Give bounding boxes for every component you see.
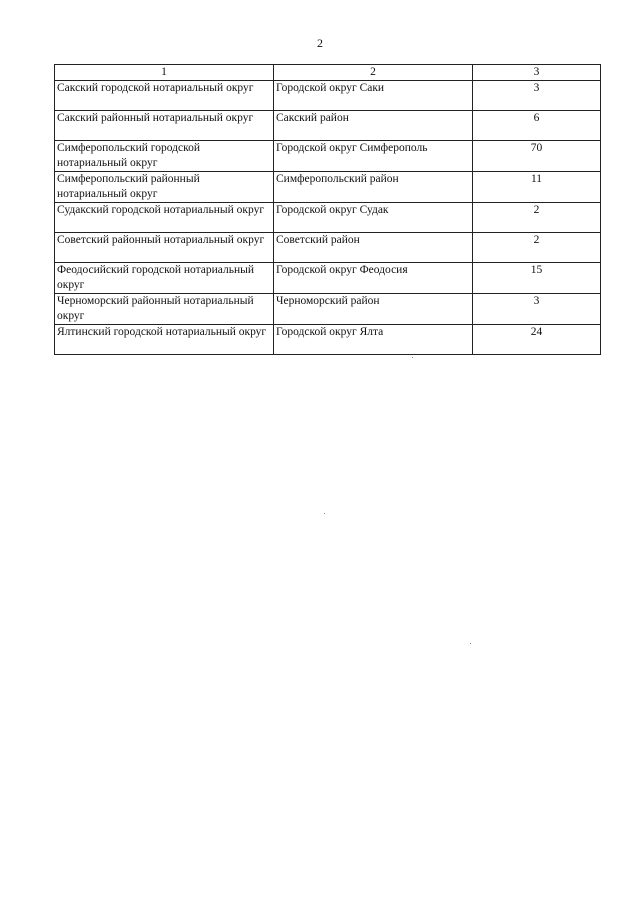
count-cell: 70 bbox=[473, 141, 601, 172]
scan-speck bbox=[470, 643, 471, 644]
count-cell: 2 bbox=[473, 233, 601, 263]
territory-cell: Городской округ Судак bbox=[274, 203, 473, 233]
table-header-row bbox=[55, 65, 601, 81]
page-number: 2 bbox=[317, 36, 323, 50]
column-header-2: 2 bbox=[274, 65, 473, 81]
territory-cell: Городской округ Симферополь bbox=[274, 141, 473, 172]
count-cell: 11 bbox=[473, 172, 601, 203]
scan-speck bbox=[412, 357, 413, 358]
territory-cell: Сакский район bbox=[274, 111, 473, 141]
district-cell: Черноморский районный нотариальный округ bbox=[55, 294, 274, 325]
count-cell: 6 bbox=[473, 111, 601, 141]
column-header-1: 1 bbox=[55, 65, 274, 81]
territory-cell: Симферопольский район bbox=[274, 172, 473, 203]
count-cell: 15 bbox=[473, 263, 601, 294]
table-row bbox=[55, 325, 601, 355]
district-cell: Судакский городской нотариальный округ bbox=[55, 203, 274, 233]
count-cell: 24 bbox=[473, 325, 601, 355]
table-row bbox=[55, 294, 601, 325]
table-row bbox=[55, 263, 601, 294]
table-row bbox=[55, 172, 601, 203]
table-row bbox=[55, 141, 601, 172]
table-row bbox=[55, 111, 601, 141]
count-cell: 3 bbox=[473, 81, 601, 111]
notary-district-table bbox=[54, 64, 601, 355]
territory-cell: Городской округ Феодосия bbox=[274, 263, 473, 294]
district-cell: Ялтинский городской нотариальный округ bbox=[55, 325, 274, 355]
table-row bbox=[55, 233, 601, 263]
table-row bbox=[55, 81, 601, 111]
table-row bbox=[55, 203, 601, 233]
count-cell: 3 bbox=[473, 294, 601, 325]
district-cell: Симферопольский районный нотариальный округ bbox=[55, 172, 274, 203]
territory-cell: Городской округ Ялта bbox=[274, 325, 473, 355]
territory-cell: Городской округ Саки bbox=[274, 81, 473, 111]
district-cell: Советский районный нотариальный округ bbox=[55, 233, 274, 263]
district-cell: Сакский районный нотариальный округ bbox=[55, 111, 274, 141]
column-header-3: 3 bbox=[473, 65, 601, 81]
district-cell: Симферопольский городской нотариальный округ bbox=[55, 141, 274, 172]
scan-speck bbox=[324, 513, 325, 514]
territory-cell: Советский район bbox=[274, 233, 473, 263]
district-cell: Феодосийский городской нотариальный округ bbox=[55, 263, 274, 294]
territory-cell: Черноморский район bbox=[274, 294, 473, 325]
count-cell: 2 bbox=[473, 203, 601, 233]
district-cell: Сакский городской нотариальный округ bbox=[55, 81, 274, 111]
